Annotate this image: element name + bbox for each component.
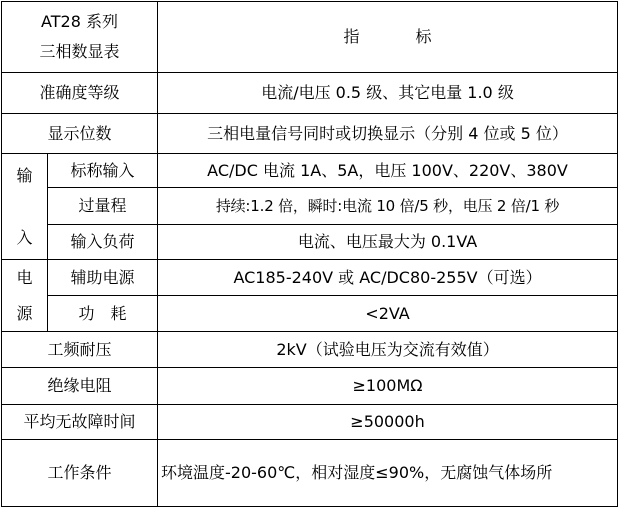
overload-label: 过量程	[48, 188, 158, 225]
table-row	[2, 114, 618, 154]
spec-table	[1, 1, 618, 507]
burden-label: 输入负荷	[48, 225, 158, 260]
rated-input-value: AC/DC 电流 1A、5A，电压 100V、220V、380V	[158, 154, 618, 188]
insulation-label: 绝缘电阻	[2, 368, 158, 405]
digits-label: 显示位数	[2, 114, 158, 154]
accuracy-label: 准确度等级	[2, 73, 158, 114]
product-name: 三相数显表	[39, 42, 120, 61]
mtbf-label: 平均无故障时间	[2, 405, 158, 440]
withstand-value: 2kV（试验电压为交流有效值）	[158, 332, 618, 368]
table-row	[2, 296, 618, 332]
accuracy-value: 电流/电压 0.5 级、其它电量 1.0 级	[158, 73, 618, 114]
insulation-value: ≥100MΩ	[158, 368, 618, 405]
table-row	[2, 405, 618, 440]
table-row	[2, 154, 618, 188]
burden-value: 电流、电压最大为 0.1VA	[158, 225, 618, 260]
table-row	[2, 225, 618, 260]
conditions-value: 环境温度-20-60℃，相对湿度≤90%，无腐蚀气体场所	[158, 440, 618, 507]
aux-power-value: AC185-240V 或 AC/DC80-255V（可选）	[158, 260, 618, 296]
withstand-label: 工频耐压	[2, 332, 158, 368]
product-series: AT28 系列	[41, 12, 118, 31]
input-group-label: 输 入	[2, 154, 48, 260]
table-row	[2, 368, 618, 405]
rated-input-label: 标称输入	[48, 154, 158, 188]
consumption-label: 功 耗	[48, 296, 158, 332]
table-row	[2, 440, 618, 507]
overload-value: 持续:1.2 倍，瞬时:电流 10 倍/5 秒，电压 2 倍/1 秒	[158, 188, 618, 225]
table-row	[2, 260, 618, 296]
header-row	[2, 2, 618, 73]
table-row	[2, 188, 618, 225]
product-cell	[2, 2, 158, 73]
spec-header-char-1: 指	[343, 27, 360, 46]
spec-header-cell	[158, 2, 618, 73]
mtbf-value: ≥50000h	[158, 405, 618, 440]
power-group-label: 电 源	[2, 260, 48, 332]
spec-header-char-2: 标	[415, 27, 432, 46]
digits-value: 三相电量信号同时或切换显示（分别 4 位或 5 位）	[158, 114, 618, 154]
table-row	[2, 332, 618, 368]
aux-power-label: 辅助电源	[48, 260, 158, 296]
conditions-label: 工作条件	[2, 440, 158, 507]
consumption-value: <2VA	[158, 296, 618, 332]
table-row	[2, 73, 618, 114]
